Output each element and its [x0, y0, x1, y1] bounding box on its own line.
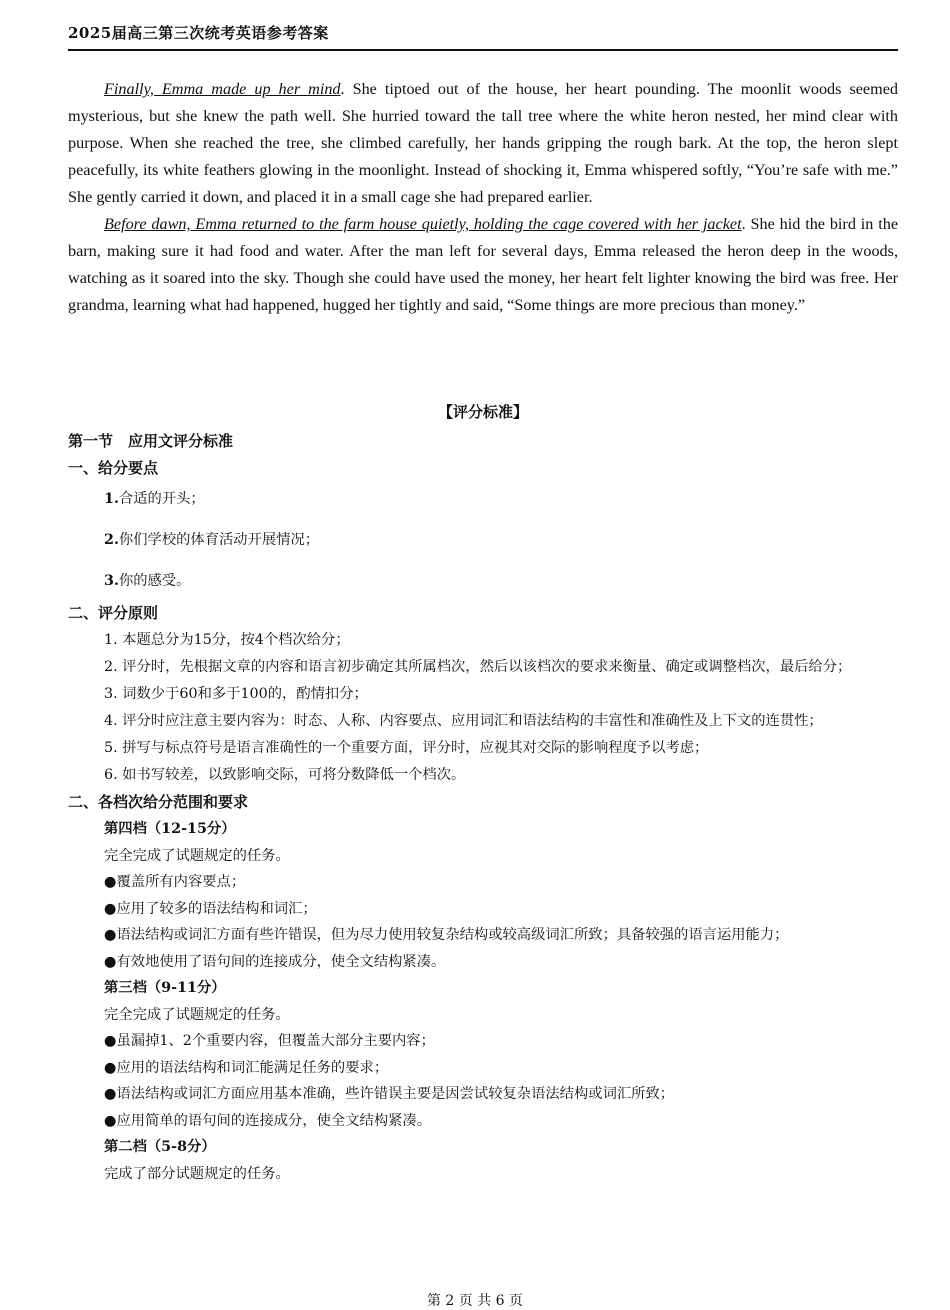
story-paragraph-2-text: . She hid the bird in the barn, making sure it had food and water. After the man left for several days, Emma released the heron deep in the woods, watching as it soared into the sky. Though she could have used the money, her heart felt lighter knowing the bird was free. Her grandma, learning what had happened, hugged her tightly and said, “Some things are more precious than money.” [68, 215, 899, 314]
points-heading: 一、给分要点 [68, 459, 159, 477]
principle-item: 5. 拼写与标点符号是语言准确性的一个重要方面，评分时，应视其对交际的影响程度予以考虑； [104, 740, 709, 756]
tier-3-line: ●应用简单的语句间的连接成分，使全文结构紧凑。 [104, 1112, 432, 1129]
principle-item: 6. 如书写较差，以致影响交际，可将分数降低一个档次。 [104, 767, 466, 783]
principle-item: 2. 评分时，先根据文章的内容和语言初步确定其所属档次，然后以该档次的要求来衡量、确定或调整档次，最后给分； [104, 659, 852, 675]
tier-4-line: ●应用了较多的语法结构和词汇； [104, 900, 317, 917]
scoring-criteria-title: 【评分标准】 [437, 403, 528, 421]
story-paragraph-1 [68, 76, 898, 211]
section-heading: 第一节 应用文评分标准 [68, 432, 234, 450]
tier-4-title: 第四档（12-15分） [104, 821, 236, 837]
tier-4-line: ●覆盖所有内容要点； [104, 874, 246, 890]
scoring-point: 1.合适的开头； [104, 491, 205, 507]
tier-3-line: ●应用的语法结构和词汇能满足任务的要求； [104, 1059, 389, 1076]
tier-2-line: 完成了部分试题规定的任务。 [104, 1165, 290, 1182]
scoring-rubric [68, 428, 898, 1187]
tiers-heading: 二、各档次给分范围和要求 [68, 793, 249, 811]
tier-3-line: ●语法结构或词汇方面应用基本准确，些许错误主要是因尝试较复杂语法结构或词汇所致； [104, 1086, 675, 1102]
scoring-point: 3.你的感受。 [104, 573, 191, 589]
principle-item: 1. 本题总分为15分，按4个档次给分； [104, 632, 350, 648]
page-header: 2025届高三第三次统考英语参考答案 [68, 22, 898, 51]
principle-item: 4. 评分时应注意主要内容为：时态、人称、内容要点、应用词汇和语法结构的丰富性和准确性及上下文的连贯性； [104, 713, 823, 729]
given-opening-sentence-1: Finally, Emma made up her mind [104, 80, 341, 98]
given-opening-sentence-2: Before dawn, Emma returned to the farm house quietly, holding the cage covered with her jacket [104, 215, 742, 233]
principles-heading: 二、评分原则 [68, 604, 159, 622]
principle-item: 3. 词数少于60和多于100的，酌情扣分； [104, 686, 368, 702]
tier-4-line: ●语法结构或词汇方面有些许错误，但为尽力使用较复杂结构或较高级词汇所致；具备较强的语言运用能力； [104, 927, 789, 943]
tier-4-line: ●有效地使用了语句间的连接成分，使全文结构紧凑。 [104, 953, 446, 970]
story-paragraph-1-text: . She tiptoed out of the house, her heart pounding. The moonlit woods seemed mysterious, but she knew the path well. She hurried toward the tall tree where the white heron nested, her mind clear with purpose. When she reached the tree, she climbed carefully, her hands gripping the rough bark. At the top, the heron slept peacefully, its white feathers glowing in the moonlight. Instead of shocking it, Emma whispered softly, “You’re safe with me.” She gently carried it down, and placed it in a small cage she had prepared earlier. [68, 80, 898, 206]
story-paragraph-2 [68, 211, 898, 319]
tier-3-line: ●虽漏掉1、2个重要内容，但覆盖大部分主要内容； [104, 1033, 435, 1049]
tier-2-title: 第二档（5-8分） [104, 1139, 216, 1155]
story-continuation [68, 76, 898, 319]
scoring-point: 2.你们学校的体育活动开展情况； [104, 532, 320, 548]
tier-3-line: 完全完成了试题规定的任务。 [104, 1006, 290, 1023]
tier-3-title: 第三档（9-11分） [104, 980, 226, 996]
page-footer: 第 2 页 共 6 页 [426, 1293, 524, 1309]
tier-4-line: 完全完成了试题规定的任务。 [104, 847, 290, 864]
